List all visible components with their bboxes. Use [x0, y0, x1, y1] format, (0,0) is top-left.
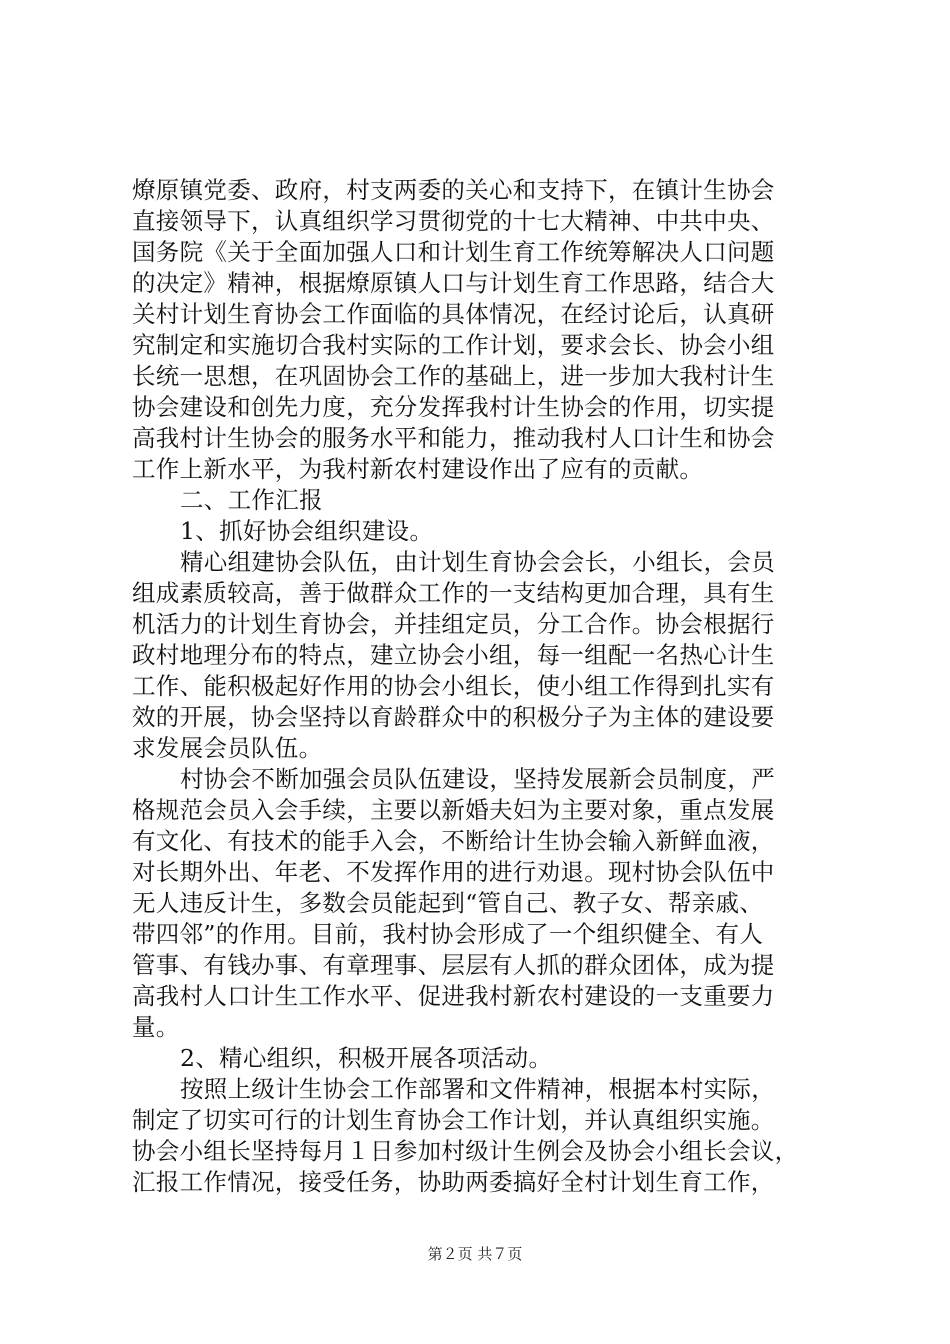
- text-line: 政村地理分布的特点，建立协会小组，每一组配一名热心计生: [132, 641, 775, 669]
- text-line: 国务院《关于全面加强人口和计划生育工作统筹解决人口问题: [132, 238, 775, 266]
- paragraph-activities: [132, 1074, 848, 1198]
- text-line: 燎原镇党委、政府，村支两委的关心和支持下，在镇计生协会: [132, 176, 775, 204]
- subsection-heading: 1、抓好协会组织建设。: [180, 517, 434, 545]
- text-line: 带四邻”的作用。目前，我村协会形成了一个组织健全、有人: [132, 920, 764, 948]
- paragraph-team: [132, 547, 848, 764]
- text-line: 组成素质较高，善于做群众工作的一支结构更加合理，具有生: [132, 579, 775, 607]
- text-line: 工作上新水平，为我村新农村建设作出了应有的贡献。: [132, 455, 704, 483]
- section-heading: 二、工作汇报: [180, 486, 323, 514]
- paragraph-intro: [132, 175, 848, 485]
- text-line: 究制定和实施切合我村实际的工作计划，要求会长、协会小组: [132, 331, 775, 359]
- text-line: 效的开展，协会坚持以育龄群众中的积极分子为主体的建设要: [132, 703, 775, 731]
- text-line: 汇报工作情况，接受任务，协助两委搞好全村计划生育工作，: [132, 1168, 775, 1196]
- text-line: 精心组建协会队伍，由计划生育协会会长，小组长，会员: [180, 548, 775, 576]
- text-line: 长统一思想，在巩固协会工作的基础上，进一步加大我村计生: [132, 362, 775, 390]
- text-line: 关村计划生育协会工作面临的具体情况，在经讨论后，认真研: [132, 300, 775, 328]
- text-line: 有文化、有技术的能手入会，不断给计生协会输入新鲜血液，: [132, 827, 775, 855]
- text-line: 工作、能积极起好作用的协会小组长，使小组工作得到扎实有: [132, 672, 775, 700]
- page-number-footer: 第２页 共７页: [427, 1245, 523, 1263]
- text-line: 的决定》精神，根据燎原镇人口与计划生育工作思路，结合大: [132, 269, 775, 297]
- text-line: 制定了切实可行的计划生育协会工作计划，并认真组织实施。: [132, 1106, 775, 1134]
- text-line: 按照上级计生协会工作部署和文件精神，根据本村实际，: [180, 1075, 775, 1103]
- text-line: 协会建设和创先力度，充分发挥我村计生协会的作用，切实提: [132, 393, 775, 421]
- text-line: 求发展会员队伍。: [132, 734, 323, 762]
- text-line: 村协会不断加强会员队伍建设，坚持发展新会员制度，严: [180, 765, 775, 793]
- text-line: 管事、有钱办事、有章理事、层层有人抓的群众团体，成为提: [132, 951, 775, 979]
- text-line: 无人违反计生，多数会员能起到“管自己、教子女、帮亲戚、: [132, 889, 764, 917]
- text-line: 高我村人口计生工作水平、促进我村新农村建设的一支重要力: [132, 982, 775, 1010]
- text-line: 高我村计生协会的服务水平和能力，推动我村人口计生和协会: [132, 424, 775, 452]
- text-line: 机活力的计划生育协会，并挂组定员，分工合作。协会根据行: [132, 610, 775, 638]
- subsection-heading: 2、精心组织，积极开展各项活动。: [180, 1044, 553, 1072]
- text-line: 对长期外出、年老、不发挥作用的进行劝退。现村协会队伍中: [132, 858, 775, 886]
- text-line: 格规范会员入会手续，主要以新婚夫妇为主要对象，重点发展: [132, 796, 775, 824]
- text-line: 直接领导下，认真组织学习贯彻党的十七大精神、中共中央、: [132, 207, 775, 235]
- text-line: 量。: [132, 1013, 180, 1041]
- text-line: 协会小组长坚持每月１日参加村级计生例会及协会小组长会议，: [132, 1137, 799, 1165]
- document-body: [132, 175, 848, 1198]
- paragraph-members: [132, 764, 848, 1043]
